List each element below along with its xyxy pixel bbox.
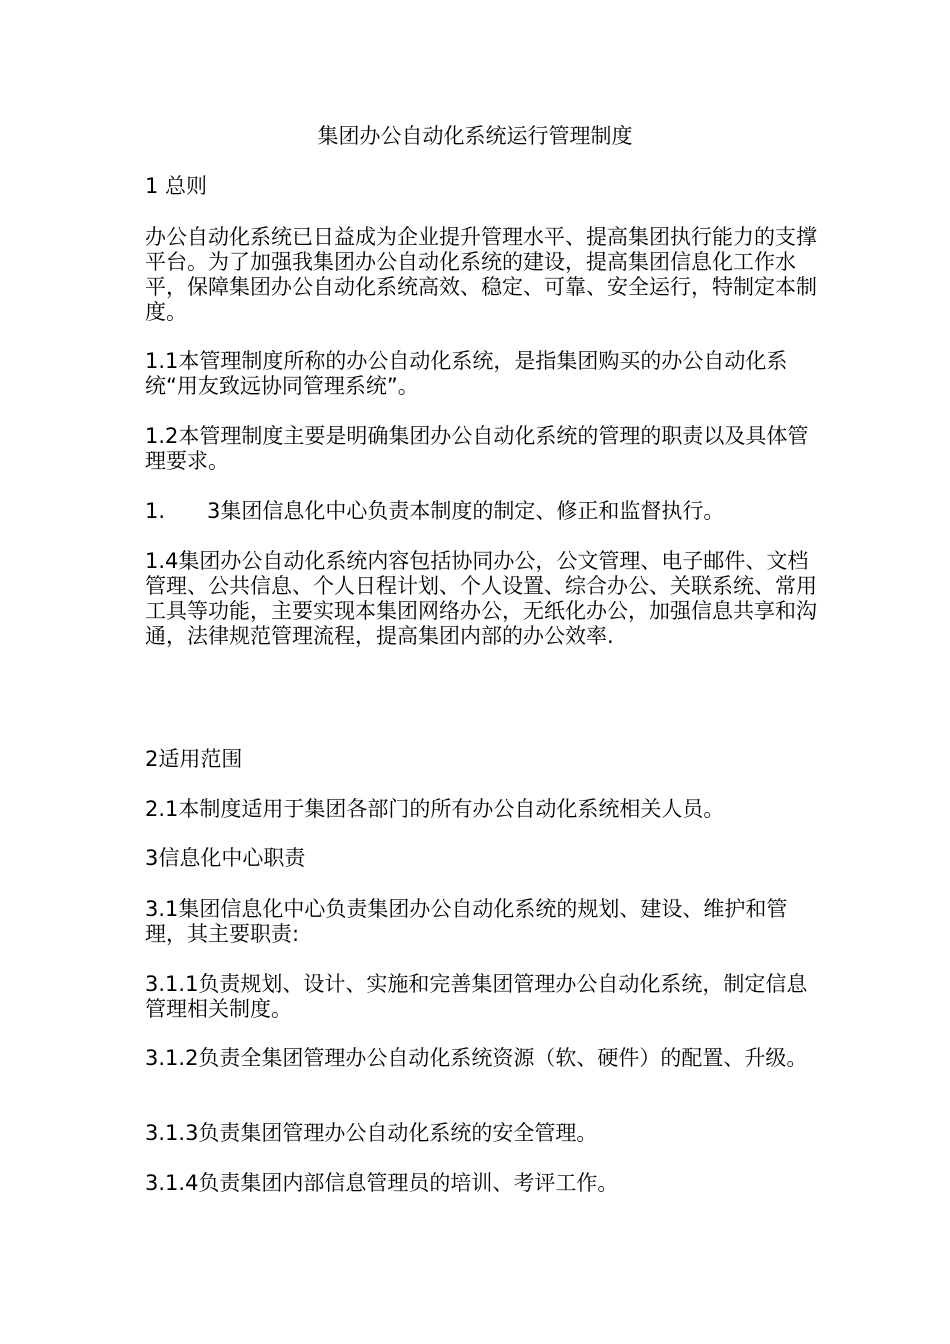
paragraph-3-1-1: 3.1.1负责规划、设计、实施和完善集团管理办公自动化系统，制定信息管理相关制度。 xyxy=(145,972,808,1021)
paragraph-2-1: 2.1本制度适用于集团各部门的所有办公自动化系统相关人员。 xyxy=(145,797,725,821)
paragraph-1-3: 1. 3集团信息化中心负责本制度的制定、修正和监督执行。 xyxy=(145,499,725,523)
paragraph-3-1-3: 3.1.3负责集团管理办公自动化系统的安全管理。 xyxy=(145,1121,598,1145)
paragraph-3-1-2: 3.1.2负责全集团管理办公自动化系统资源（软、硬件）的配置、升级。 xyxy=(145,1046,808,1070)
section-heading-it-center: 3信息化中心职责 xyxy=(145,846,306,870)
paragraph-1-2: 1.2本管理制度主要是明确集团办公自动化系统的管理的职责以及具体管理要求。 xyxy=(145,424,809,473)
paragraph-1-1: 1.1本管理制度所称的办公自动化系统，是指集团购买的办公自动化系统“用友致远协同管理系统”。 xyxy=(145,349,788,398)
document-title: 集团办公自动化系统运行管理制度 xyxy=(317,124,633,148)
paragraph-intro: 办公自动化系统已日益成为企业提升管理水平、提高集团执行能力的支撑平台。为了加强我集团办公自动化系统的建设，提高集团信息化工作水平，保障集团办公自动化系统高效、稳定、可靠、安全运行，特制定本制度。 xyxy=(145,225,817,324)
paragraph-3-1-4: 3.1.4负责集团内部信息管理员的培训、考评工作。 xyxy=(145,1171,619,1195)
section-heading-scope: 2适用范围 xyxy=(145,747,243,771)
paragraph-3-1: 3.1集团信息化中心负责集团办公自动化系统的规划、建设、维护和管理，其主要职责: xyxy=(145,897,788,946)
paragraph-1-4: 1.4集团办公自动化系统内容包括协同办公，公文管理、电子邮件、文档管理、公共信息、个人日程计划、个人设置、综合办公、关联系统、常用工具等功能，主要实现本集团网络办公，无纸化办公，加强信息共享和沟通，法律规范管理流程，提高集团内部的办公效率. xyxy=(145,549,817,648)
section-heading-general: 1 总则 xyxy=(145,174,208,198)
